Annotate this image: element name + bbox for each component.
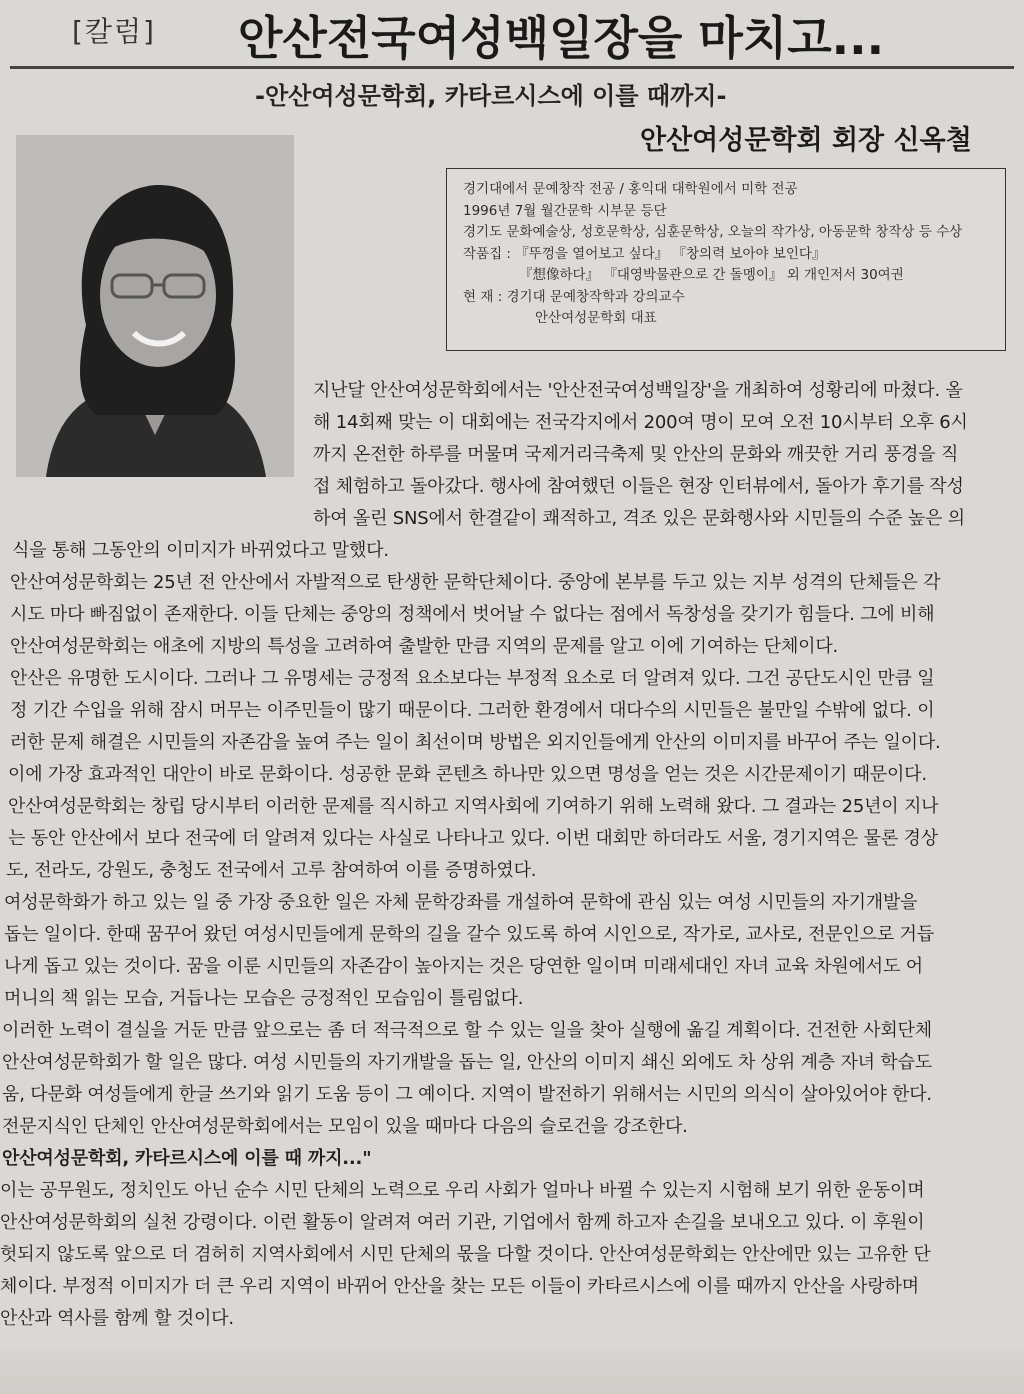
body-line: 지난달 안산여성문학회에서는 '안산전국여성백일장'을 개최하여 성황리에 마쳤다. 올 [313, 380, 963, 401]
bio-line: 현 재 : 경기대 문예창작학과 강의교수 [463, 288, 685, 305]
column-tag: [칼럼] [72, 15, 156, 48]
body-line: 머니의 책 읽는 모습, 거듭나는 모습은 긍정적인 모습임이 틀림없다. [4, 988, 524, 1009]
body-line: 안산은 유명한 도시이다. 그러나 그 유명세는 긍정적 요소보다는 부정적 요소로 더 알려져 있다. 그건 공단도시인 만큼 일 [10, 668, 935, 689]
body-line: 전문지식인 단체인 안산여성문학회에서는 모임이 있을 때마다 다음의 슬로건을 강조한다. [2, 1116, 688, 1137]
article-author: 안산여성문학회 회장 신옥철 [640, 125, 972, 156]
title-divider [10, 66, 1014, 69]
bio-line: 안산여성문학회 대표 [535, 310, 657, 326]
body-line: 안산과 역사를 함께 할 것이다. [0, 1308, 234, 1329]
body-line: 해 14회째 맞는 이 대회에는 전국각지에서 200여 명이 모여 오전 10시부터 오후 6시 [313, 412, 968, 433]
body-line: 시도 마다 빠짐없이 존재한다. 이들 단체는 중앙의 정책에서 벗어날 수 없다는 점에서 독창성을 갖기가 힘들다. 그에 비해 [10, 604, 935, 625]
bio-line: 경기도 문화예술상, 성호문학상, 심훈문학상, 오늘의 작가상, 아동문학 창작상 등 수상 [463, 224, 963, 240]
body-line: 헛되지 않도록 앞으로 더 겸허히 지역사회에서 시민 단체의 몫을 다할 것이다. 안산여성문학회는 안산에만 있는 고유한 단 [0, 1244, 931, 1265]
body-line: 하여 올린 SNS에서 한결같이 쾌적하고, 격조 있은 문화행사와 시민들의 수준 높은 의 [313, 508, 965, 529]
body-line: 나게 돕고 있는 것이다. 꿈을 이룬 시민들의 자존감이 높아지는 것은 당연한 일이며 미래세대인 자녀 교육 차원에서도 어 [4, 956, 923, 977]
slogan-line: 안산여성문학회, 카타르시스에 이를 때 까지..." [2, 1148, 372, 1169]
body-line: 이에 가장 효과적인 대안이 바로 문화이다. 성공한 문화 콘텐츠 하나만 있으면 명성을 얻는 것은 시간문제이기 때문이다. [8, 764, 927, 785]
body-line: 러한 문제 해결은 시민들의 자존감을 높여 주는 일이 최선이며 방법은 외지인들에게 안산의 이미지를 바꾸어 주는 일이다. [10, 732, 941, 753]
body-line: 식을 통해 그동안의 이미지가 바뀌었다고 말했다. [12, 540, 389, 561]
body-line: 안산여성문학회는 창립 당시부터 이러한 문제를 직시하고 지역사회에 기여하기 위해 노력해 왔다. 그 결과는 25년이 지나 [8, 796, 939, 817]
body-line: 체이다. 부정적 이미지가 더 큰 우리 지역이 바뀌어 안산을 찾는 모든 이들이 카타르시스에 이를 때까지 안산을 사랑하며 [0, 1276, 919, 1297]
bio-line: 1996년 7월 월간문학 시부문 등단 [463, 202, 667, 219]
article-title: 안산전국여성백일장을 마치고... [238, 11, 885, 65]
body-line: 안산여성문학회의 실천 강령이다. 이런 활동이 알려져 여러 기관, 기업에서 함께 하고자 손길을 보내오고 있다. 이 후원이 [0, 1212, 925, 1233]
bio-line: 『想像하다』 『대영박물관으로 간 돌멩이』 외 개인저서 30여권 [519, 267, 904, 283]
body-line: 까지 온전한 하루를 머물며 국제거리극축제 및 안산의 문화와 깨끗한 거리 풍경을 직 [313, 444, 959, 465]
body-line: 도, 전라도, 강원도, 충청도 전국에서 고루 참여하여 이를 증명하였다. [6, 860, 537, 881]
body-line: 돕는 일이다. 한때 꿈꾸어 왔던 여성시민들에게 문학의 길을 갈수 있도록 하여 시인으로, 작가로, 교사로, 전문인으로 거듭 [4, 924, 934, 945]
body-line: 안산여성문학회가 할 일은 많다. 여성 시민들의 자기개발을 돕는 일, 안산의 이미지 쇄신 외에도 차 상위 계층 자녀 학습도 [2, 1052, 932, 1073]
body-line: 이러한 노력이 결실을 거둔 만큼 앞으로는 좀 더 적극적으로 할 수 있는 일을 찾아 실행에 옮길 계획이다. 건전한 사회단체 [2, 1020, 932, 1041]
body-line: 는 동안 안산에서 보다 전국에 더 알려져 있다는 사실로 나타나고 있다. 이번 대회만 하더라도 서울, 경기지역은 물론 경상 [8, 828, 938, 849]
body-line: 움, 다문화 여성들에게 한글 쓰기와 읽기 도움 등이 그 예이다. 지역이 발전하기 위해서는 시민의 의식이 살아있어야 한다. [2, 1084, 932, 1105]
body-line: 안산여성문학회는 애초에 지방의 특성을 고려하여 출발한 만큼 지역의 문제를 알고 이에 기여하는 단체이다. [10, 636, 839, 657]
body-line: 여성문학화가 하고 있는 일 중 가장 중요한 일은 자체 문학강좌를 개설하여 문학에 관심 있는 여성 시민들의 자기개발을 [4, 892, 918, 913]
page-bottom-edge [0, 1350, 1024, 1394]
body-line: 이는 공무원도, 정치인도 아닌 순수 시민 단체의 노력으로 우리 사회가 얼마나 바뀔 수 있는지 시험해 보기 위한 운동이며 [0, 1180, 925, 1201]
body-line: 안산여성문학회는 25년 전 안산에서 자발적으로 탄생한 문학단체이다. 중앙에 본부를 두고 있는 지부 성격의 단체들은 각 [10, 572, 941, 593]
article-subtitle: -안산여성문학회, 카타르시스에 이를 때까지- [255, 82, 727, 110]
bio-line: 경기대에서 문예창작 전공 / 홍익대 대학원에서 미학 전공 [463, 181, 798, 197]
body-line: 정 기간 수입을 위해 잠시 머무는 이주민들이 많기 때문이다. 그러한 환경에서 대다수의 시민들은 불만일 수밖에 없다. 이 [10, 700, 935, 721]
author-bio-box [446, 168, 1006, 351]
body-line: 접 체험하고 돌아갔다. 행사에 참여했던 이들은 현장 인터뷰에서, 돌아가 후기를 작성 [313, 476, 964, 497]
portrait-photo [16, 135, 294, 477]
bio-line: 작품집 : 『뚜껑을 열어보고 싶다』 『창의력 보아야 보인다』 [463, 245, 826, 262]
portrait-icon [16, 135, 294, 477]
